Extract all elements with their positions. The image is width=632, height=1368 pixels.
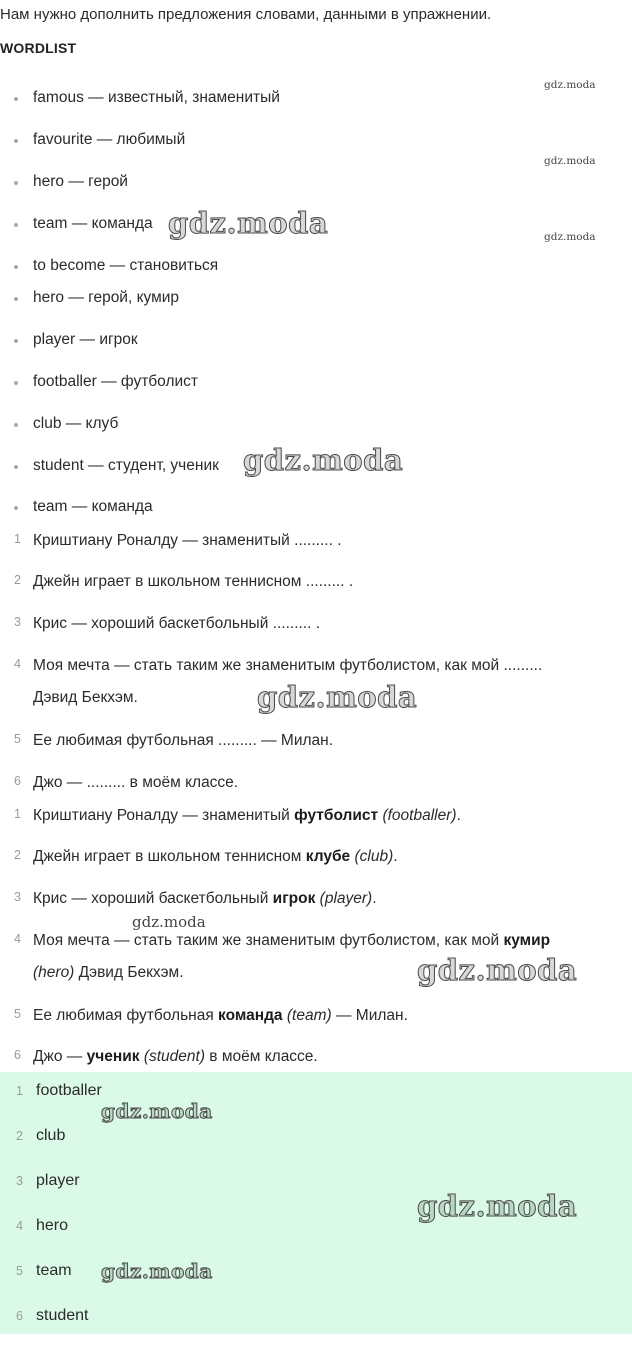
bullet-icon (14, 139, 18, 143)
bullet-icon (14, 181, 18, 185)
exercise-sentence: Джо — ......... в моём классе. (33, 774, 239, 791)
answer-text: player (36, 1172, 80, 1189)
item-number: 6 (14, 1048, 21, 1062)
solution-sentence-continued: (hero) Дэвид Бекхэм. (33, 964, 184, 981)
watermark: gdz.moda (132, 913, 206, 931)
answer-word: клубе (305, 848, 351, 865)
exercise-sentence: Крис — хороший баскетбольный ......... . (33, 615, 321, 632)
solution-sentence: Джейн играет в школьном теннисном клубе (club). (33, 848, 398, 865)
exercise-sentence: Криштиану Роналду — знаменитый ......... . (33, 532, 342, 549)
watermark: gdz.moda (243, 443, 404, 477)
answer-text: student (36, 1307, 89, 1324)
bullet-icon (14, 339, 18, 343)
bullet-icon (14, 297, 18, 301)
item-number: 1 (16, 1084, 23, 1098)
item-number: 1 (14, 807, 21, 821)
answer-text: footballer (36, 1082, 102, 1099)
answer-text: hero (36, 1217, 69, 1234)
exercise-sentence-continued: Дэвид Бекхэм. (33, 689, 138, 706)
answer-hint: (student) (143, 1048, 205, 1065)
answer-hint: (team) (286, 1007, 332, 1024)
exercise-sentence: Джейн играет в школьном теннисном ......... . (33, 573, 354, 590)
solution-sentence: Крис — хороший баскетбольный игрок (player). (33, 890, 377, 907)
exercise-sentence: Моя мечта — стать таким же знаменитым футболистом, как мой ......... (33, 657, 543, 674)
answer-text: club (36, 1127, 66, 1144)
bullet-icon (14, 223, 18, 227)
item-number: 2 (14, 573, 21, 587)
item-number: 1 (14, 532, 21, 546)
solution-sentence: Ее любимая футбольная команда (team) — Милан. (33, 1007, 408, 1024)
watermark: gdz.moda (544, 79, 596, 91)
solution-sentence: Криштиану Роналду — знаменитый футболист (footballer). (33, 807, 461, 824)
answer-hint: (footballer) (382, 807, 457, 824)
answer-word: команда (218, 1007, 283, 1024)
answer-word: игрок (272, 890, 316, 907)
item-number: 4 (16, 1219, 23, 1233)
bullet-icon (14, 97, 18, 101)
answer-text: team (36, 1262, 72, 1279)
item-number: 4 (14, 932, 21, 946)
bullet-icon (14, 506, 18, 510)
solution-sentence: Моя мечта — стать таким же знаменитым футболистом, как мой кумир (33, 932, 551, 949)
bullet-icon (14, 265, 18, 269)
watermark: gdz.moda (544, 155, 596, 167)
item-number: 5 (14, 1007, 21, 1021)
item-number: 5 (14, 732, 21, 746)
intro-text: Нам нужно дополнить предложения словами, данными в упражнении. (0, 6, 492, 23)
item-number: 3 (16, 1174, 23, 1188)
bullet-icon (14, 465, 18, 469)
item-number: 2 (16, 1129, 23, 1143)
wordlist-title: WORDLIST (0, 40, 77, 56)
watermark: gdz.moda (257, 680, 418, 714)
answer-hint: (hero) (33, 964, 75, 981)
watermark: gdz.moda (101, 1099, 213, 1123)
answer-word: кумир (503, 932, 551, 949)
bullet-icon (14, 381, 18, 385)
exercise-sentence: Ее любимая футбольная ......... — Милан. (33, 732, 334, 749)
item-number: 2 (14, 848, 21, 862)
watermark: gdz.moda (417, 953, 578, 987)
watermark: gdz.moda (544, 231, 596, 243)
solution-sentence: Джо — ученик (student) в моём классе. (33, 1048, 318, 1065)
item-number: 5 (16, 1264, 23, 1278)
item-number: 4 (14, 657, 21, 671)
watermark: gdz.moda (101, 1259, 213, 1283)
watermark: gdz.moda (168, 206, 329, 240)
answer-hint: (player) (319, 890, 373, 907)
item-number: 6 (16, 1309, 23, 1323)
answer-word: ученик (86, 1048, 140, 1065)
answer-hint: (club) (354, 848, 394, 865)
item-number: 6 (14, 774, 21, 788)
answer-word: футболист (294, 807, 379, 824)
item-number: 3 (14, 615, 21, 629)
item-number: 3 (14, 890, 21, 904)
bullet-icon (14, 423, 18, 427)
watermark: gdz.moda (417, 1189, 578, 1223)
